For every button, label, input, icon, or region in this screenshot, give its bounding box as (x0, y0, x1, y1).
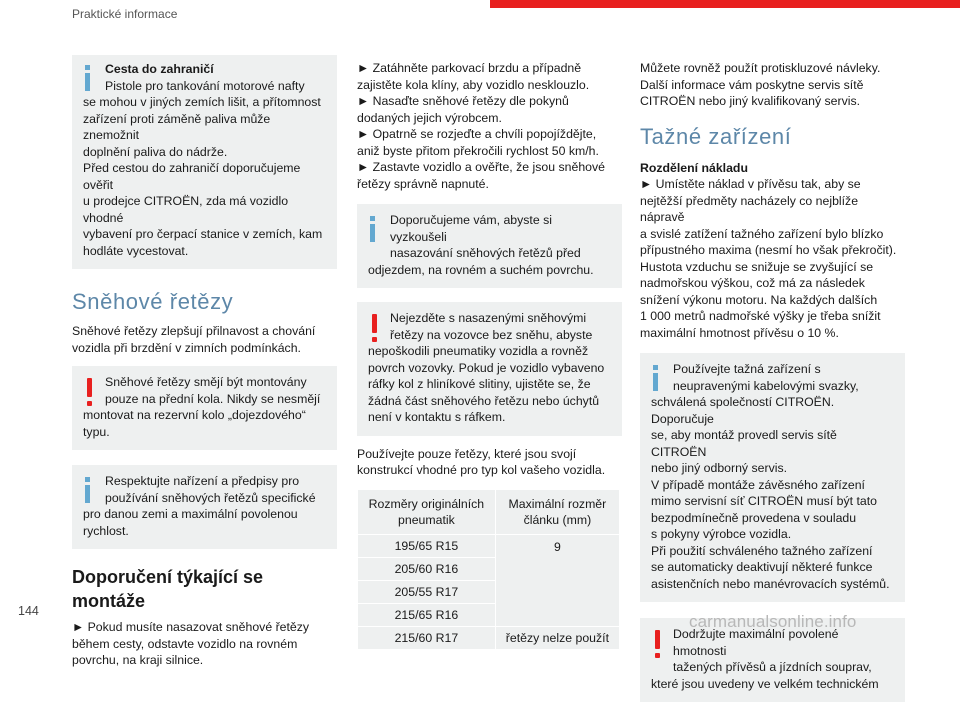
table-row (358, 626, 620, 649)
table-row (358, 534, 620, 557)
mounting-steps: ► Zatáhněte parkovací brzdu a případně zajistěte kola klíny, aby vozidlo nesklouzlo. ► Nasaďte sněhové řetězy dle pokynů dodaných jejich výrobcem. ► Opatrně se rozjeďte a chvíli popojíždějte, aniž byste přitom překročili rychlost 50 km/h. ► Zastavte vozidlo a ověřte, že jsou sněhové řetězy správně napnuté. (357, 61, 605, 191)
note-box-regulations: Respektujte nařízení a předpisy pro používání sněhových řetězů specifické pro danou zemi a maximální povolenou rychlost. (72, 465, 337, 549)
table-header-max-link: Maximální rozměr článku (mm) (495, 489, 619, 534)
warning-box-max-weights: Dodržujte maximální povolené hmotnosti tažených přívěsů a jízdních souprav, které jsou uvedeny ve velkém technickém (640, 618, 905, 702)
column-left (72, 55, 337, 669)
max-link-cell: 9 (495, 534, 619, 626)
section-title-snow-chains: Sněhové řetězy (72, 289, 234, 314)
antiskid-paragraph: Můžete rovněž použít protiskluzové návleky. Další informace vám poskytne servis sítě CITROËN nebo jiný kvalifikovaný servis. (640, 61, 881, 108)
running-header: Praktické informace (72, 7, 178, 21)
warning-icon (372, 314, 377, 342)
page-number: 144 (18, 604, 39, 618)
note-box-tow-bar: Používejte tažná zařízení s neupravenými kabelovými svazky, schválená společností CITROËN. Doporučuje se, aby montáž provedl servis sítě CITROËN nebo jiný odborný servis. V případě montáže závěsného zařízení mimo servisní síť CITROËN musí být tato bezpodmínečně provedena v souladu s pokyny výrobce vozidla. Při použití schváleného tažného zařízení se automaticky deaktivují některé funkce asistenčních nebo manévrovacích systémů. (640, 353, 905, 602)
warning-box-front-wheels: Sněhové řetězy smějí být montovány pouze na přední kola. Nikdy se nesmějí montovat na rezervní kolo „dojezdového“ typu. (72, 366, 337, 450)
note-box-travel-abroad: Cesta do zahraničí Pistole pro tankování motorové nafty se mohou v jiných zemích lišit, a přítomnost zařízení proti záměně paliva může znemožnit doplnění paliva do nádrže. Před cestou do zahraničí doporučujeme ověřit u prodejce CITROËN, zda má vozidlo vhodné vybavení pro čerpací stanice v zemích, kam hodláte vycestovat. (72, 55, 337, 269)
watermark: carmanualsonline.info (689, 612, 857, 631)
tyre-size-cell: 205/60 R16 (358, 557, 496, 580)
header-accent-bar (490, 0, 960, 8)
info-icon (85, 477, 90, 503)
warning-box-no-snow: Nejezděte s nasazenými sněhovými řetězy na vozovce bez sněhu, abyste nepoškodili pneumatiky vozidla a rovněž povrch vozovky. Pokud je vozidlo vybaveno ráfky kol z hliníkové slitiny, ujistěte se, že žádná část sněhového řetězu nebo úchytů není v kontaktu s ráfkem. (357, 302, 622, 436)
section-title-towing: Tažné zařízení (640, 123, 792, 149)
warning-icon (87, 378, 92, 406)
table-header-row (358, 489, 620, 534)
info-icon (653, 365, 658, 391)
load-distribution-heading: Rozdělení nákladu (640, 160, 748, 175)
table-header-tyre-size: Rozměry originálních pneumatik (358, 489, 496, 534)
tyre-size-cell: 215/65 R16 (358, 603, 496, 626)
note-title: Cesta do zahraničí (105, 62, 214, 76)
max-link-cell: řetězy nelze použít (495, 626, 619, 649)
info-icon (85, 65, 90, 91)
tyre-size-cell: 215/60 R17 (358, 626, 496, 649)
subsection-title-mounting: Doporučení týkající se montáže (72, 567, 264, 611)
warning-icon (655, 630, 660, 658)
mounting-paragraph: ► Pokud musíte nasazovat sněhové řetězy během cesty, odstavte vozidlo na rovném povrchu, na kraji silnice. (72, 620, 310, 667)
load-distribution: Rozdělení nákladu ► Umístěte náklad v přívěsu tak, aby se nejtěžší předměty nacházely co nejblíže nápravě a svislé zatížení tažného zařízení bylo blízko přípustného maxima (nesmí ho však překročit). Hustota vzduchu se snižuje se zvyšující se nadmořskou výškou, což má za následek snížení výkonu motoru. Na každých dalších 1 000 metrů nadmořské výšky je třeba snížit maximální hmotnost přívěsu o 10 %. (640, 160, 905, 342)
info-icon (370, 216, 375, 242)
note-box-practice: Doporučujeme vám, abyste si vyzkoušeli nasazování sněhových řetězů před odjezdem, na rovném a suchém povrchu. (357, 204, 622, 288)
tyre-size-cell: 205/55 R17 (358, 580, 496, 603)
chain-dimensions-table (357, 489, 620, 650)
column-right (640, 60, 905, 702)
tyre-size-cell: 195/65 R15 (358, 534, 496, 557)
snow-chains-intro: Sněhové řetězy zlepšují přilnavost a chování vozidla při brzdění v zimních podmínkách. (72, 324, 316, 355)
chains-usage-paragraph: Používejte pouze řetězy, které jsou svojí konstrukcí vhodné pro typ kol vašeho vozidla. (357, 446, 606, 477)
column-middle (357, 60, 622, 650)
